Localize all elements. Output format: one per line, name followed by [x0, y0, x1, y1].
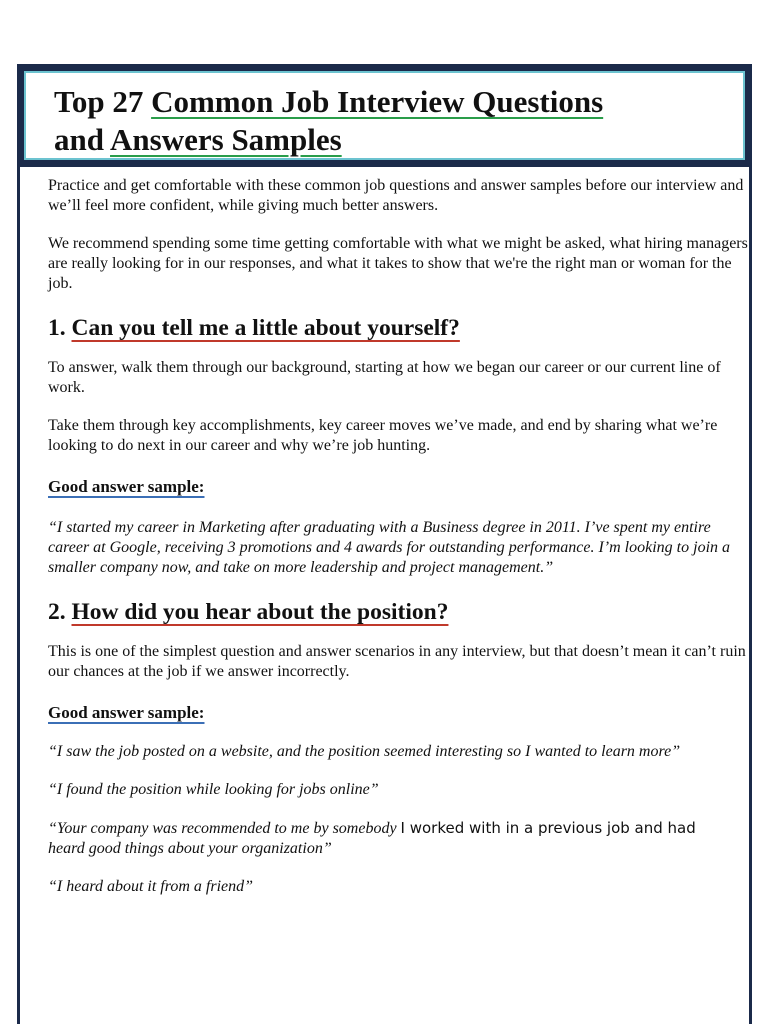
- question-2-sample-3-tail: heard good things about your organization”: [48, 840, 332, 857]
- title-prefix-1: Top 27: [54, 84, 152, 119]
- question-2-sample-2: “I found the position while looking for jobs online”: [48, 781, 379, 798]
- question-2-sample-3: [48, 818, 748, 859]
- question-1-number: 1.: [48, 315, 72, 341]
- intro-paragraph-1: Practice and get comfortable with these common job questions and answer samples before our interview and we’ll feel more confident, while giving much better answers.: [48, 177, 744, 214]
- title-line-2: [54, 121, 743, 159]
- question-2-text: How did you hear about the position?: [71, 599, 449, 625]
- question-1-sample-label: [48, 476, 748, 498]
- title-underlined-2: Answers Samples: [110, 122, 342, 157]
- question-1-text: Can you tell me a little about yourself?: [71, 315, 460, 341]
- question-2-sample-label: [48, 702, 748, 724]
- title-line-1: [54, 83, 743, 121]
- title-prefix-2: and: [54, 122, 111, 157]
- question-2-sample-3-start: “Your company was recommended to me by somebody: [48, 820, 401, 837]
- question-1-paragraph-2: Take them through key accomplishments, key career moves we’ve made, and end by sharing what we’re looking to do next in our career and why we’re job hunting.: [48, 417, 718, 454]
- title-inner: [24, 71, 745, 160]
- question-2-heading: [48, 598, 748, 626]
- question-2-paragraph-1: This is one of the simplest question and answer scenarios in any interview, but that doesn’t mean it can’t ruin our chances at the job if we answer incorrectly.: [48, 643, 746, 680]
- question-2-sample-3-upright: I worked with in a previous job and had: [400, 819, 696, 837]
- question-2-sample-1: “I saw the job posted on a website, and the position seemed interesting so I wanted to learn more”: [48, 743, 681, 760]
- document-body: [48, 176, 748, 915]
- intro-paragraph-2: We recommend spending some time getting comfortable with what we might be asked, what hiring managers are really looking for in our responses, and what it takes to show that we're the right man or woman for the job.: [48, 235, 748, 292]
- question-1-sample-label-text: Good answer sample:: [48, 477, 205, 496]
- question-1-heading: [48, 314, 748, 342]
- question-1-sample-1: “I started my career in Marketing after graduating with a Business degree in 2011. I’ve spent my entire career at Google, receiving 3 promotions and 4 awards for outstanding performance. I’m looking to join a smaller company now, and take on more leadership and project management.”: [48, 519, 731, 576]
- question-2-sample-4: “I heard about it from a friend”: [48, 878, 254, 895]
- question-2-number: 2.: [48, 599, 72, 625]
- title-box: [17, 64, 752, 167]
- question-1-paragraph-1: To answer, walk them through our background, starting at how we began our career or our current line of work.: [48, 359, 721, 396]
- title-underlined-1: Common Job Interview Questions: [151, 84, 604, 119]
- question-2-sample-label-text: Good answer sample:: [48, 703, 205, 722]
